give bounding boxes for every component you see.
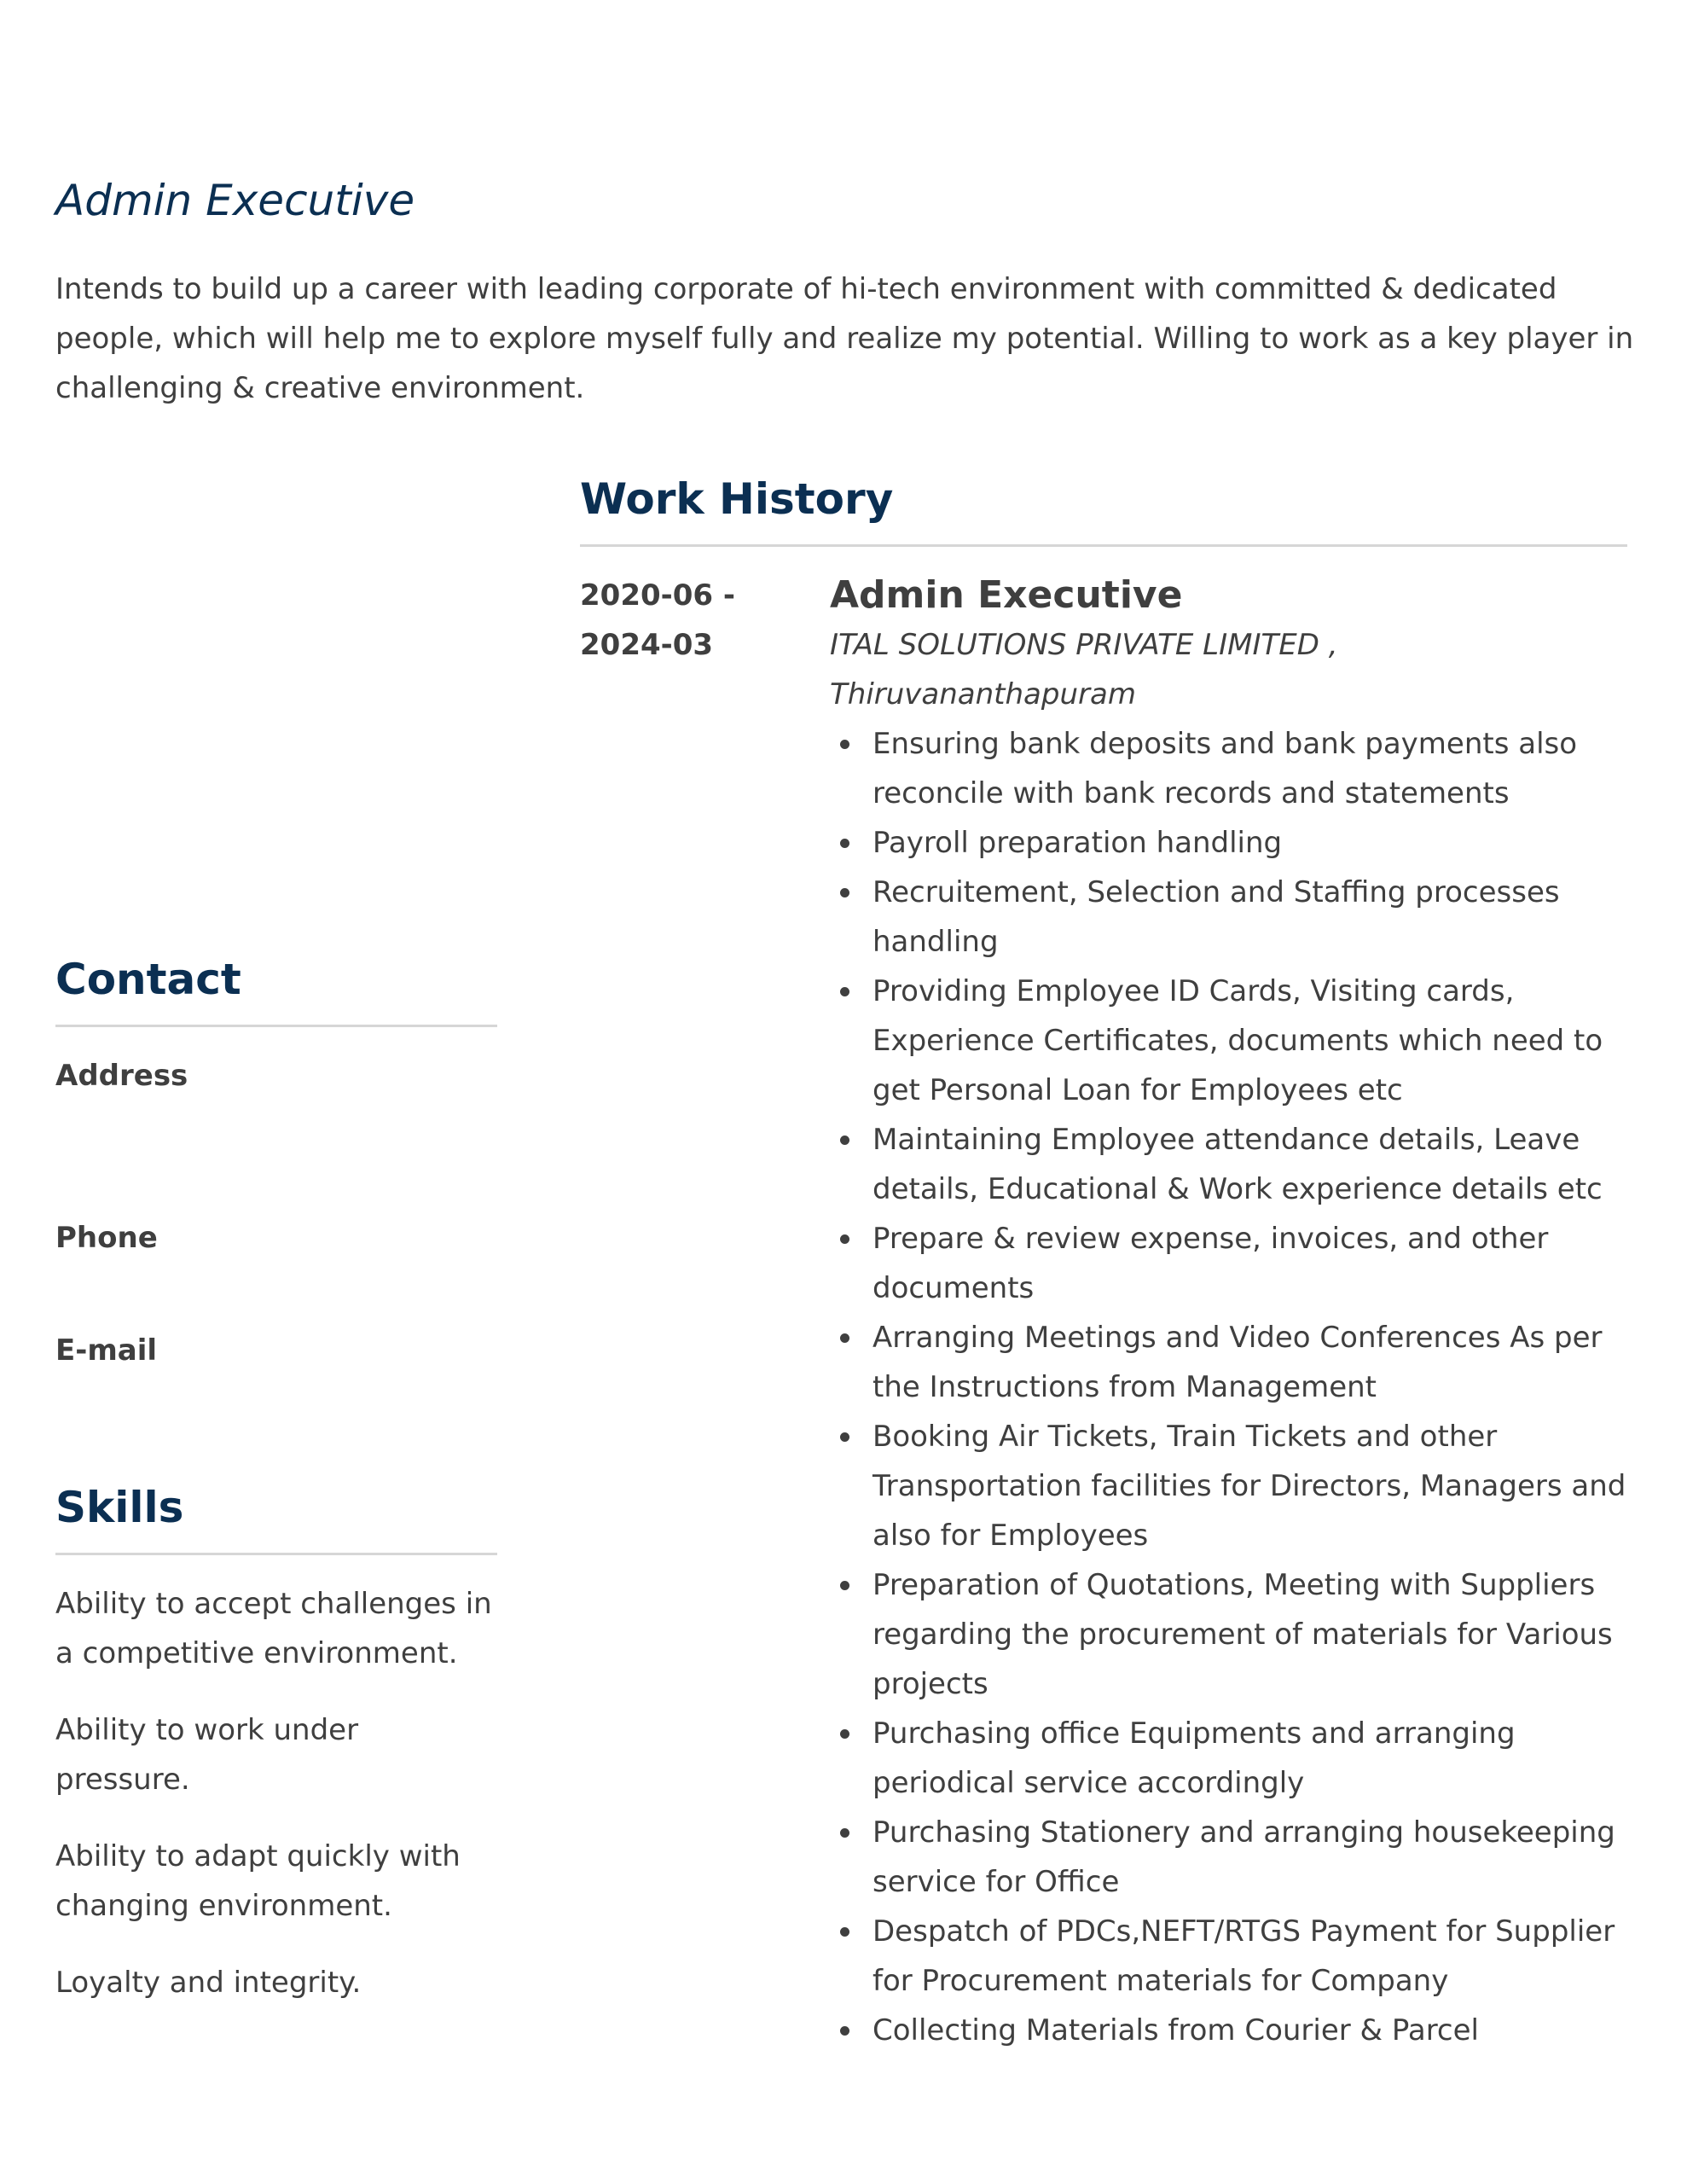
- bullet-icon: [840, 1136, 849, 1145]
- bullet-icon: [840, 740, 849, 749]
- bullet-icon: [840, 1828, 849, 1838]
- duty-item: [830, 818, 1632, 868]
- bullet-icon: [840, 888, 849, 897]
- duty-text: Ensuring bank deposits and bank payments also reconcile with bank records and statements: [872, 727, 1578, 810]
- job-company: ITAL SOLUTIONS PRIVATE LIMITED , Thiruvananthapuram: [830, 628, 1338, 712]
- contact-title: Contact: [55, 955, 241, 1004]
- duty-item: [830, 719, 1632, 818]
- duty-item: [830, 2006, 1632, 2055]
- phone-label: Phone: [55, 1221, 158, 1255]
- section-divider: [580, 544, 1627, 547]
- job-details: [830, 571, 1632, 2055]
- bullet-icon: [840, 1581, 849, 1590]
- email-label: E-mail: [55, 1333, 158, 1368]
- duty-item: [830, 1907, 1632, 2006]
- duty-text: Arranging Meetings and Video Conferences As per the Instructions from Management: [872, 1321, 1603, 1404]
- bullet-icon: [840, 2026, 849, 2036]
- work-history-section: [580, 469, 1629, 2055]
- duty-text: Purchasing office Equipments and arranging periodical service accordingly: [872, 1716, 1516, 1800]
- job-date-start: 2020-06 -: [580, 578, 736, 613]
- duty-item: [830, 1214, 1632, 1313]
- skill-item: Ability to accept challenges in a competitive environment.: [55, 1587, 492, 1670]
- skill-item: Ability to adapt quickly with changing environment.: [55, 1839, 461, 1923]
- bullet-icon: [840, 987, 849, 996]
- duty-text: Recruitement, Selection and Staffing processes handling: [872, 875, 1560, 959]
- duty-text: Maintaining Employee attendance details, Leave details, Educational & Work experience details etc: [872, 1123, 1603, 1206]
- skill-item: Loyalty and integrity.: [55, 1966, 362, 2000]
- duty-text: Collecting Materials from Courier & Parcel: [872, 2013, 1479, 2048]
- address-label: Address: [55, 1059, 188, 1093]
- duty-text: Providing Employee ID Cards, Visiting cards, Experience Certificates, documents which need to get Personal Loan for Employees etc: [872, 974, 1603, 1107]
- duty-item: [830, 967, 1632, 1115]
- bullet-icon: [840, 1333, 849, 1343]
- job-date-end: 2024-03: [580, 628, 714, 662]
- duty-text: Booking Air Tickets, Train Tickets and other Transportation facilities for Directors, Managers and also for Employees: [872, 1420, 1626, 1553]
- job-entry: [580, 571, 1629, 2055]
- bullet-icon: [840, 1927, 849, 1937]
- duty-item: [830, 1115, 1632, 1214]
- duty-text: Prepare & review expense, invoices, and other documents: [872, 1222, 1549, 1305]
- job-title: Admin Executive: [830, 573, 1183, 617]
- section-divider: [55, 1025, 497, 1027]
- skills-title: Skills: [55, 1483, 184, 1532]
- duty-text: Payroll preparation handling: [872, 826, 1283, 860]
- duty-item: [830, 1709, 1632, 1808]
- duty-item: [830, 1313, 1632, 1412]
- section-divider: [55, 1553, 497, 1555]
- job-duties-list: [830, 719, 1632, 2055]
- duty-item: [830, 868, 1632, 967]
- bullet-icon: [840, 1729, 849, 1739]
- contact-section: [55, 950, 499, 1375]
- professional-summary: Intends to build up a career with leading corporate of hi-tech environment with committed & dedicated people, which will help me to explore myself fully and realize my potential. Willing to work as a key player in challenging & creative environment.: [55, 272, 1634, 405]
- duty-text: Preparation of Quotations, Meeting with Suppliers regarding the procurement of materials for Various projects: [872, 1568, 1613, 1701]
- bullet-icon: [840, 839, 849, 848]
- duty-item: [830, 1560, 1632, 1709]
- skills-section: [55, 1478, 499, 2007]
- duty-item: [830, 1412, 1632, 1560]
- work-history-title: Work History: [580, 474, 894, 524]
- resume-headline: Admin Executive: [55, 176, 415, 225]
- duty-text: Purchasing Stationery and arranging housekeeping service for Office: [872, 1815, 1615, 1899]
- duty-text: Despatch of PDCs,NEFT/RTGS Payment for Supplier for Procurement materials for Company: [872, 1914, 1615, 1998]
- duty-item: [830, 1808, 1632, 1907]
- bullet-icon: [840, 1432, 849, 1442]
- skill-item: Ability to work under pressure.: [55, 1713, 359, 1797]
- job-dates: [580, 571, 802, 670]
- bullet-icon: [840, 1234, 849, 1244]
